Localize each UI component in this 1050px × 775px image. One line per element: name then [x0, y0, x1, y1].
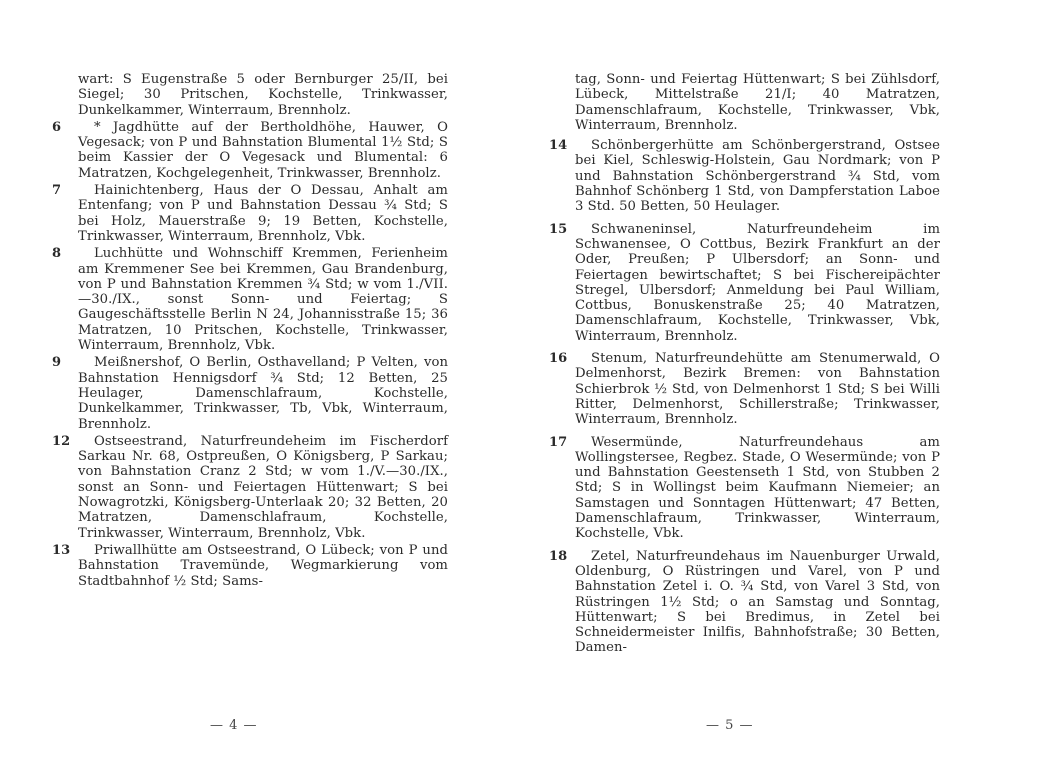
- entry-number: 18: [549, 548, 568, 564]
- entry-text: Ostseestrand, Naturfreundeheim im Fischerdorf Sarkau Nr. 68, Ostpreußen, O Königsberg, P Sarkau; von Bahnstation Cranz 2 Std; w vom 1./V.—30./IX., sonst an Sonn- und Feiertagen Hüttenwart; S bei Nowagrotzki, Königsberg-Unterlaak 20; 32 Betten, 20 Matratzen, Damenschlafraum, Kochstelle, Trinkwasser, Winterraum, Brennholz, Vbk.: [78, 433, 448, 541]
- entry-number: 6: [52, 119, 62, 135]
- entry-number: 7: [52, 183, 62, 199]
- page-number-left: — 4 —: [210, 718, 258, 733]
- entry-16: [545, 351, 940, 427]
- entry-8: [48, 246, 448, 353]
- entry-number: 9: [52, 355, 62, 371]
- entry-number: 15: [549, 221, 568, 237]
- entry-text: Schwaneninsel, Naturfreundeheim im Schwanensee, O Cottbus, Bezirk Frankfurt an der Oder, Preußen; P Ulbersdorf; an Sonn- und Feiertagen bewirtschaftet; S bei Fischereipächter Stregel, Ulbersdorf; Anmeldung bei Paul William, Cottbus, Bonuskenstraße 25; 40 Matratzen, Damenschlafraum, Kochstelle, Trinkwasser, Vbk, Winterraum, Brennholz.: [575, 221, 940, 344]
- entry-number: 13: [52, 542, 71, 558]
- entry-number: 14: [549, 138, 568, 154]
- entry-7: [48, 183, 448, 244]
- entry-text: Zetel, Naturfreundehaus im Nauenburger Urwald, Oldenburg, O Rüstringen und Varel, von P und Bahnstation Zetel i. O. ¾ Std, von Varel 3 Std, von Rüstringen 1½ Std; o an Samstag und Sonntag, Hüttenwart; S bei Bredimus, in Zetel bei Schneidermeister Inilfis, Bahnhofstraße; 30 Betten, Damen-: [575, 548, 940, 656]
- entry-9: [48, 355, 448, 431]
- entry-continuation: [545, 72, 940, 133]
- entry-17: [545, 435, 940, 542]
- entry-text: Stenum, Naturfreundehütte am Stenumerwald, O Delmenhorst, Bezirk Bremen: von Bahnstation Schierbrok ½ Std, von Delmenhorst 1 Std; S bei Willi Ritter, Delmenhorst, Schillerstraße; Trinkwasser, Winterraum, Brennholz.: [575, 351, 940, 428]
- entry-number: 8: [52, 246, 62, 262]
- entry-text: * Jagdhütte auf der Bertholdhöhe, Hauwer, O Vegesack; von P und Bahnstation Blumental 1½ Std; S beim Kassier der O Vegesack und Blumental: 6 Matratzen, Kochgelegenheit, Trinkwasser, Brennholz.: [78, 119, 448, 181]
- entry-number: 17: [549, 434, 568, 450]
- entry-18: [545, 549, 940, 656]
- entry-14: [545, 138, 940, 214]
- entry-13: [48, 543, 448, 589]
- entry-text: Schönbergerhütte am Schönbergerstrand, Ostsee bei Kiel, Schleswig-Holstein, Gau Nordmark; von P und Bahnstation Schönbergerstrand ¾ Std, vom Bahnhof Schönberg 1 Std, von Dampferstation Laboe 3 Std. 50 Betten, 50 Heulager.: [575, 138, 940, 215]
- entry-15: [545, 222, 940, 344]
- entry-text: Hainichtenberg, Haus der O Dessau, Anhalt am Entenfang; von P und Bahnstation Dessau ¾ Std; S bei Holz, Mauerstraße 9; 19 Betten, Kochstelle, Trinkwasser, Winterraum, Brennholz, Vbk.: [78, 183, 448, 244]
- entry-6: [48, 120, 448, 181]
- entry-continuation: [48, 72, 448, 118]
- entry-text: wart: S Eugenstraße 5 oder Bernburger 25/II, bei Siegel; 30 Pritschen, Kochstelle, Trinkwasser, Dunkelkammer, Winterraum, Brennholz.: [78, 72, 448, 118]
- entry-12: [48, 434, 448, 541]
- entry-text: Wesermünde, Naturfreundehaus am Wollingstersee, Regbez. Stade, O Wesermünde; von P und Bahnstation Geestenseth 1 Std, von Stubben 2 Std; S in Wollingst beim Kaufmann Niemeier; an Samstagen und Sonntagen Hüttenwart; 47 Betten, Damenschlafraum, Trinkwasser, Winterraum, Kochstelle, Vbk.: [575, 434, 940, 542]
- entry-text: Luchhütte und Wohnschiff Kremmen, Ferienheim am Kremmener See bei Kremmen, Gau Brandenburg, von P und Bahnstation Kremmen ¾ Std; w vom 1./VII.—30./IX., sonst Sonn- und Feiertag; S Gaugeschäftsstelle Berlin N 24, Johannisstraße 15; 36 Matratzen, 10 Pritschen, Kochstelle, Trinkwasser, Winterraum, Brennholz, Vbk.: [78, 246, 448, 354]
- right-page: [545, 72, 940, 663]
- entry-text: Meißnershof, O Berlin, Osthavelland; P Velten, von Bahnstation Hennigsdorf ¾ Std; 12 Betten, 25 Heulager, Damenschlafraum, Kochstelle, Dunkelkammer, Trinkwasser, Tb, Vbk, Winterraum, Brennholz.: [78, 355, 448, 432]
- entry-number: 12: [52, 433, 71, 449]
- entry-text: tag, Sonn- und Feiertag Hüttenwart; S bei Zühlsdorf, Lübeck, Mittelstraße 21/I; 40 Matratzen, Damenschlafraum, Kochstelle, Trinkwasser, Vbk, Winterraum, Brennholz.: [575, 72, 940, 133]
- entry-text: Priwallhütte am Ostseestrand, O Lübeck; von P und Bahnstation Travemünde, Wegmarkierung vom Stadtbahnhof ½ Std; Sams-: [78, 542, 448, 589]
- page-number-right: — 5 —: [706, 718, 754, 733]
- entry-number: 16: [549, 351, 568, 367]
- left-page: [48, 72, 448, 591]
